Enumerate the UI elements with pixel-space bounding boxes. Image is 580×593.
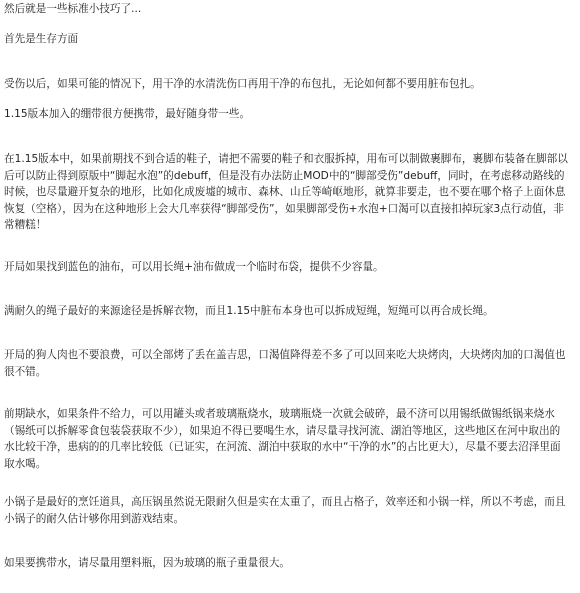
paragraph-rope: 满耐久的绳子最好的来源途径是拆解衣物，而且1.15中脏布本身也可以拆成短绳，短绳可以再合成长绳。	[4, 305, 494, 317]
paragraph-intro: 然后就是一些标准小技巧了...	[4, 3, 142, 15]
paragraph-tarp-bag: 开局如果找到蓝色的油布，可以用长绳+油布做成一个临时布袋，提供不少容量。	[4, 261, 384, 273]
paragraph-wound-care: 受伤以后，如果可能的情况下，用干净的水清洗伤口再用干净的布包扎，无论如何都不要用脏布包扎。	[4, 78, 481, 90]
paragraph-water: 前期缺水，如果条件不给力，可以用罐头或者玻璃瓶烧水，玻璃瓶烧一次就会破碎，最不济可以用锡纸做锡纸锅来烧水（锡纸可以拆解零食包装袋获取不少），如果迫不得已要喝生水，请尽量寻找河流、湖泊等地区，这些地区在河中取出的水比较干净，患病的的几率比较低（已证实，在河流、湖泊中获取的水中“干净的水”的占比更大），尽量不要去沼泽里面取水喝。	[4, 408, 561, 470]
paragraph-bottles: 如果要携带水，请尽量用塑料瓶，因为玻璃的瓶子重量很大。	[4, 557, 291, 569]
paragraph-cookware: 小锅子是最好的烹饪道具，高压锅虽然说无限耐久但是实在太重了，而且占格子，效率还和小锅一样，所以不考虑，而且小锅子的耐久估计够你用到游戏结束。	[4, 496, 566, 525]
paragraph-footwraps: 在1.15版本中，如果前期找不到合适的鞋子，请把不需要的鞋子和衣服拆掉，用布可以制做裹脚布，裹脚布装备在脚部以后可以防止得到原版中“脚起水泡”的debuff，但是没有办法防止MOD中的“脚部受伤”debuff，同时，在考虑移动路线的时候，也尽量避开复杂的地形，比如化成废墟的城市、森林、山丘等崎岖地形，就算非要走，也不要在哪个格子上面休息恢复（空格），因为在这种地形上会大几率获得“脚部受伤”，如果脚部受伤+水泡+口渴可以直接扣掉玩家3点行动值，非常糟糕！	[4, 153, 568, 231]
paragraph-survival-heading: 首先是生存方面	[4, 33, 79, 45]
paragraph-bandage: 1.15版本加入的绷带很方便携带，最好随身带一些。	[4, 108, 251, 120]
paragraph-dog-meat: 开局的狗人肉也不要浪费，可以全部烤了丢在盖吉思，口渴值降得差不多了可以回来吃大块烤肉，大块烤肉加的口渴值也很不错。	[4, 349, 566, 378]
